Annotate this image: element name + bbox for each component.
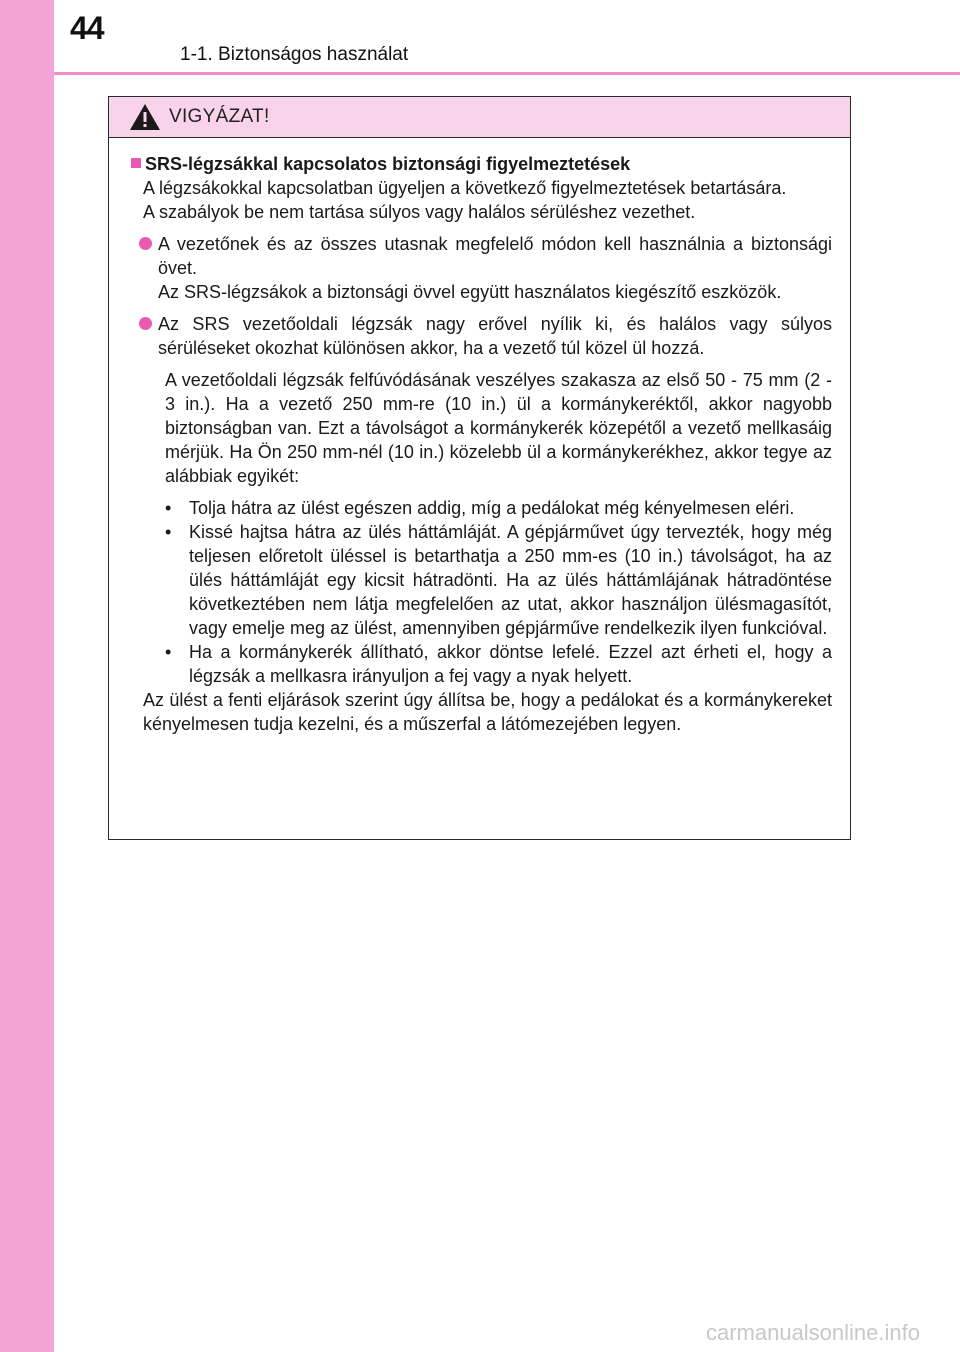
warning-body — [109, 138, 850, 736]
detail-paragraph: A vezetőoldali légzsák felfúvódásának veszélyes szakasza az első 50 - 75 mm (2 - 3 in.). Ha a vezető 250 mm-re (10 in.) ül a kormánykeréktől, akkor nagyobb biztonságban van. Ezt a távolságot a kormánykerék közepétől a vezető mellkasáig mérjük. Ha Ön 250 mm-nél (10 in.) közelebb ül a kormánykerékhez, akkor tegye az alábbiak egyikét: — [165, 370, 832, 486]
list-item — [165, 496, 832, 520]
circle-item-text: A vezetőnek és az összes utasnak megfelelő módon kell használnia a biztonsági övet. Az SRS-légzsákok a biztonsági övvel együtt használatos kiegészítő eszközök. — [158, 234, 832, 302]
bullet-text: Tolja hátra az ülést egészen addig, míg a pedálokat még kényelmesen eléri. — [189, 498, 795, 518]
subsection-heading — [131, 152, 840, 176]
intro-paragraph: A légzsákokkal kapcsolatban ügyeljen a következő figyelmeztetések betartására. — [143, 178, 787, 198]
footer-watermark: carmanualsonline.info — [705, 1320, 920, 1345]
circle-list-item — [131, 312, 840, 360]
warning-box — [108, 96, 851, 840]
subsection-heading-text: SRS-légzsákkal kapcsolatos biztonsági figyelmeztetések — [145, 154, 631, 174]
side-tab-strip — [0, 0, 54, 1352]
circle-bullet-icon — [139, 237, 152, 250]
warning-triangle-icon — [129, 103, 161, 131]
circle-list-item — [131, 232, 840, 304]
circle-item-text: Az SRS vezetőoldali légzsák nagy erővel nyílik ki, és halálos vagy súlyos sérüléseket okozhat különösen akkor, ha a vezető túl közel ül hozzá. — [158, 314, 832, 358]
section-title: 1-1. Biztonságos használat — [180, 44, 409, 65]
list-item — [165, 640, 832, 688]
bullet-dot-icon: • — [165, 642, 172, 662]
page-number: 44 — [70, 10, 104, 46]
circle-bullet-icon — [139, 317, 152, 330]
square-bullet-icon — [131, 158, 141, 168]
closing-paragraph: Az ülést a fenti eljárások szerint úgy állítsa be, hogy a pedálokat és a kormánykereket kényelmesen tudja kezelni, és a műszerfal a látómezejében legyen. — [143, 690, 832, 734]
list-item — [165, 520, 832, 640]
warning-header — [109, 97, 850, 138]
bullet-list — [131, 496, 840, 688]
bullet-text: Ha a kormánykerék állítható, akkor döntse lefelé. Ezzel azt érheti el, hogy a légzsák a mellkasra irányuljon a fej vagy a nyak helyett. — [189, 642, 832, 686]
intro-paragraph: A szabályok be nem tartása súlyos vagy halálos sérüléshez vezethet. — [143, 202, 696, 222]
bullet-text: Kissé hajtsa hátra az ülés háttámláját. A gépjárművet úgy tervezték, hogy még teljesen előretolt üléssel is betarthatja a 250 mm-es (10 in.) távolságot, ha az ülés háttámláját egy kicsit hátradönti. Ha az ülés háttámlájának hátradöntése következtében nem látja megfelelően az utat, akkor használjon ülésmagasítót, vagy emelje meg az ülést, amennyiben gépjárműve rendelkezik ilyen funkcióval. — [189, 522, 832, 638]
bullet-dot-icon: • — [165, 522, 172, 542]
bullet-dot-icon: • — [165, 498, 172, 518]
header-rule — [54, 72, 960, 75]
warning-title: VIGYÁZAT! — [169, 106, 270, 127]
